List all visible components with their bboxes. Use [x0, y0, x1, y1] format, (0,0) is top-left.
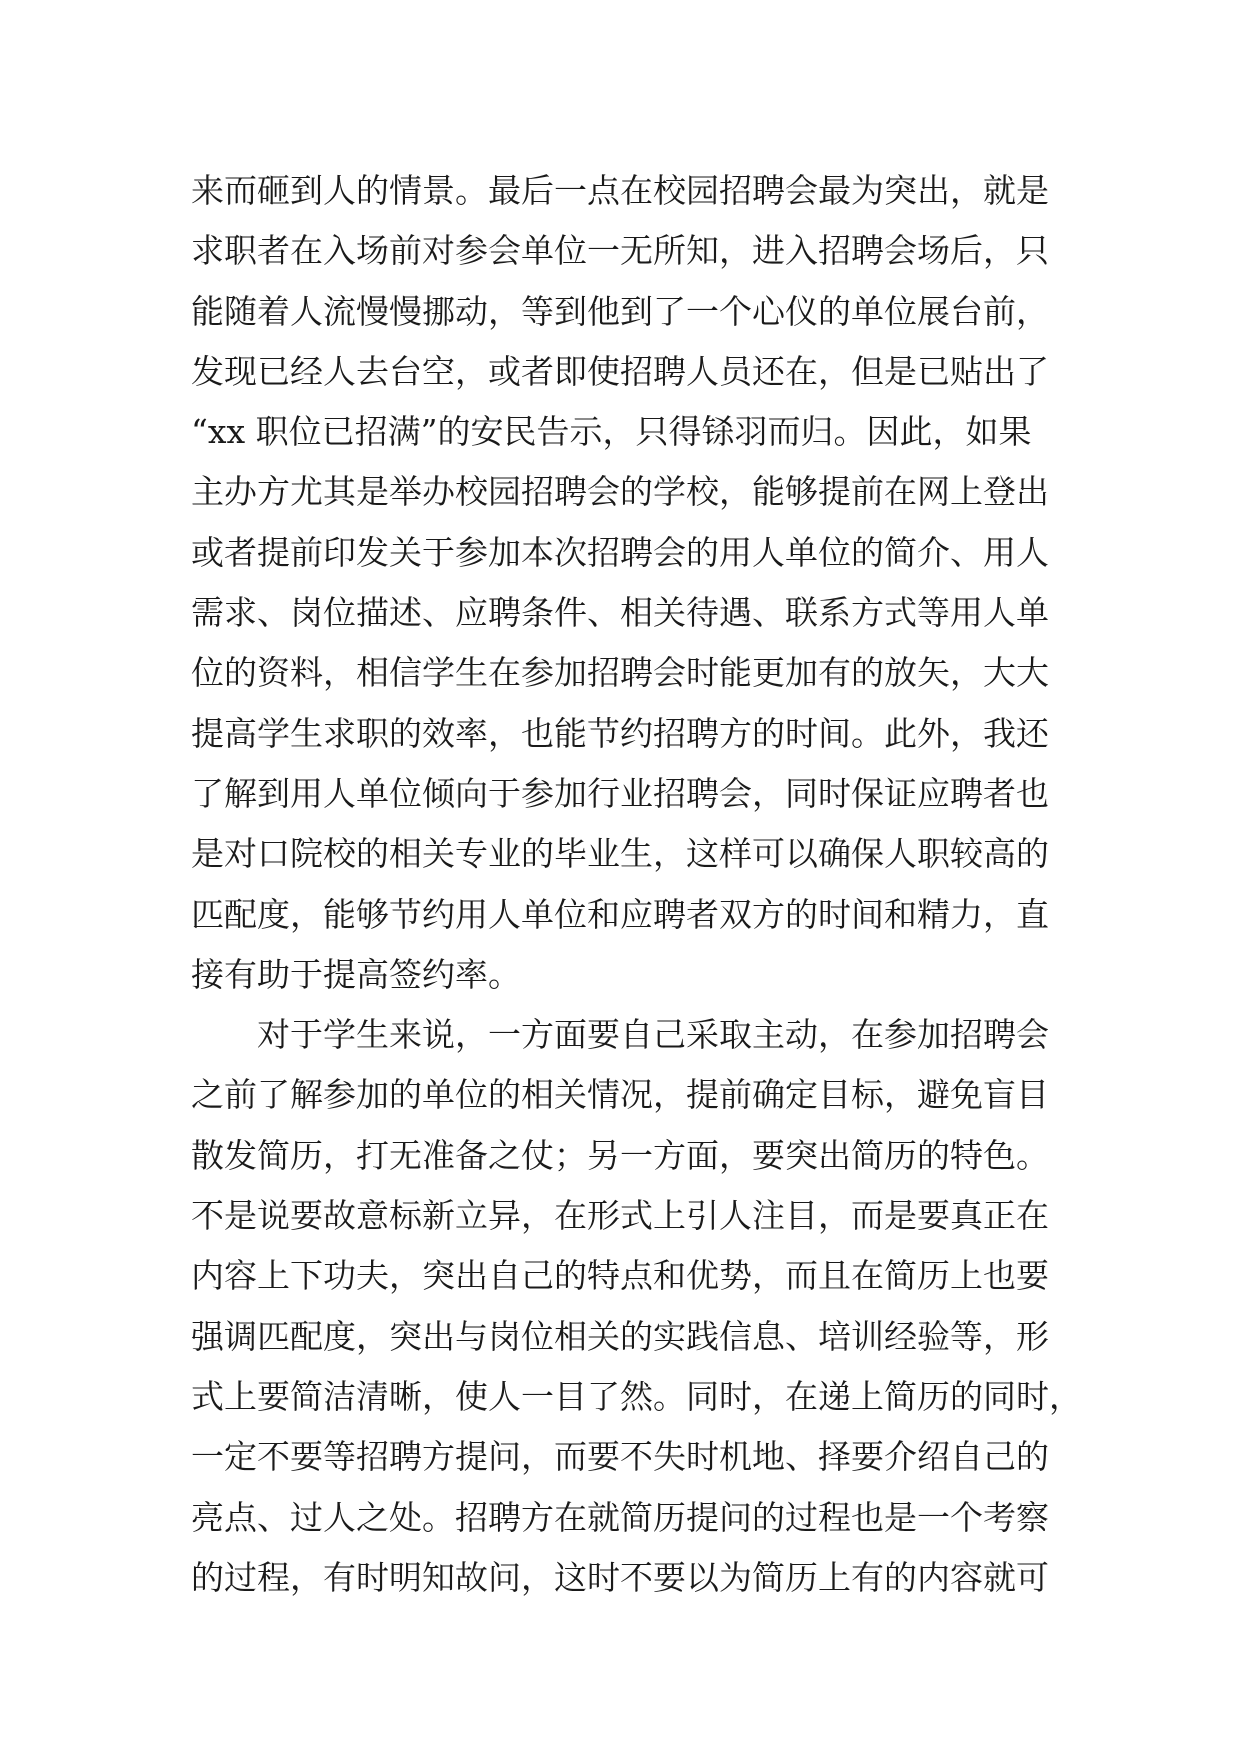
text-line: 提高学生求职的效率，也能节约招聘方的时间。此外，我还	[191, 713, 1049, 753]
paragraph	[191, 1005, 1082, 1608]
text-line: 强调匹配度，突出与岗位相关的实践信息、培训经验等，形	[191, 1316, 1049, 1356]
paragraph	[191, 161, 1071, 1005]
text-line: 散发简历，打无准备之仗；另一方面，要突出简历的特色。	[191, 1135, 1049, 1175]
text-line: 或者提前印发关于参加本次招聘会的用人单位的简介、用人	[191, 532, 1049, 572]
text-line: 能随着人流慢慢挪动，等到他到了一个心仪的单位展台前，	[191, 291, 1049, 331]
text-line: 对于学生来说，一方面要自己采取主动，在参加招聘会	[257, 1015, 1049, 1055]
body-text	[191, 161, 1082, 1608]
text-line: 不是说要故意标新立异，在形式上引人注目，而是要真正在	[191, 1196, 1049, 1236]
text-line: 接有助于提高签约率。	[191, 954, 521, 994]
text-line: 来而砸到人的情景。最后一点在校园招聘会最为突出，就是	[191, 171, 1049, 210]
text-line: 亮点、过人之处。招聘方在就简历提问的过程也是一个考察	[191, 1497, 1049, 1537]
text-line: 发现已经人去台空，或者即使招聘人员还在，但是已贴出了	[191, 351, 1049, 391]
text-line: 之前了解参加的单位的相关情况，提前确定目标，避免盲目	[191, 1075, 1049, 1115]
text-line: 一定不要等招聘方提问，而要不失时机地、择要介绍自己的	[191, 1437, 1049, 1477]
text-line: 了解到用人单位倾向于参加行业招聘会，同时保证应聘者也	[191, 773, 1049, 813]
text-line: 需求、岗位描述、应聘条件、相关待遇、联系方式等用人单	[191, 593, 1049, 633]
text-line: “xx 职位已招满”的安民告示，只得铩羽而归。因此，如果	[191, 412, 1032, 452]
text-line: 内容上下功夫，突出自己的特点和优势，而且在简历上也要	[191, 1256, 1049, 1296]
text-line: 位的资料，相信学生在参加招聘会时能更加有的放矢，大大	[191, 653, 1049, 693]
text-line: 主办方尤其是举办校园招聘会的学校，能够提前在网上登出	[191, 472, 1049, 512]
text-line: 求职者在入场前对参会单位一无所知，进入招聘会场后，只	[191, 231, 1049, 271]
text-line: 的过程，有时明知故问，这时不要以为简历上有的内容就可	[191, 1557, 1049, 1597]
text-line: 式上要简洁清晰，使人一目了然。同时，在递上简历的同时，	[191, 1376, 1082, 1416]
text-line: 匹配度，能够节约用人单位和应聘者双方的时间和精力，直	[191, 894, 1049, 934]
text-line: 是对口院校的相关专业的毕业生，这样可以确保人职较高的	[191, 834, 1049, 874]
